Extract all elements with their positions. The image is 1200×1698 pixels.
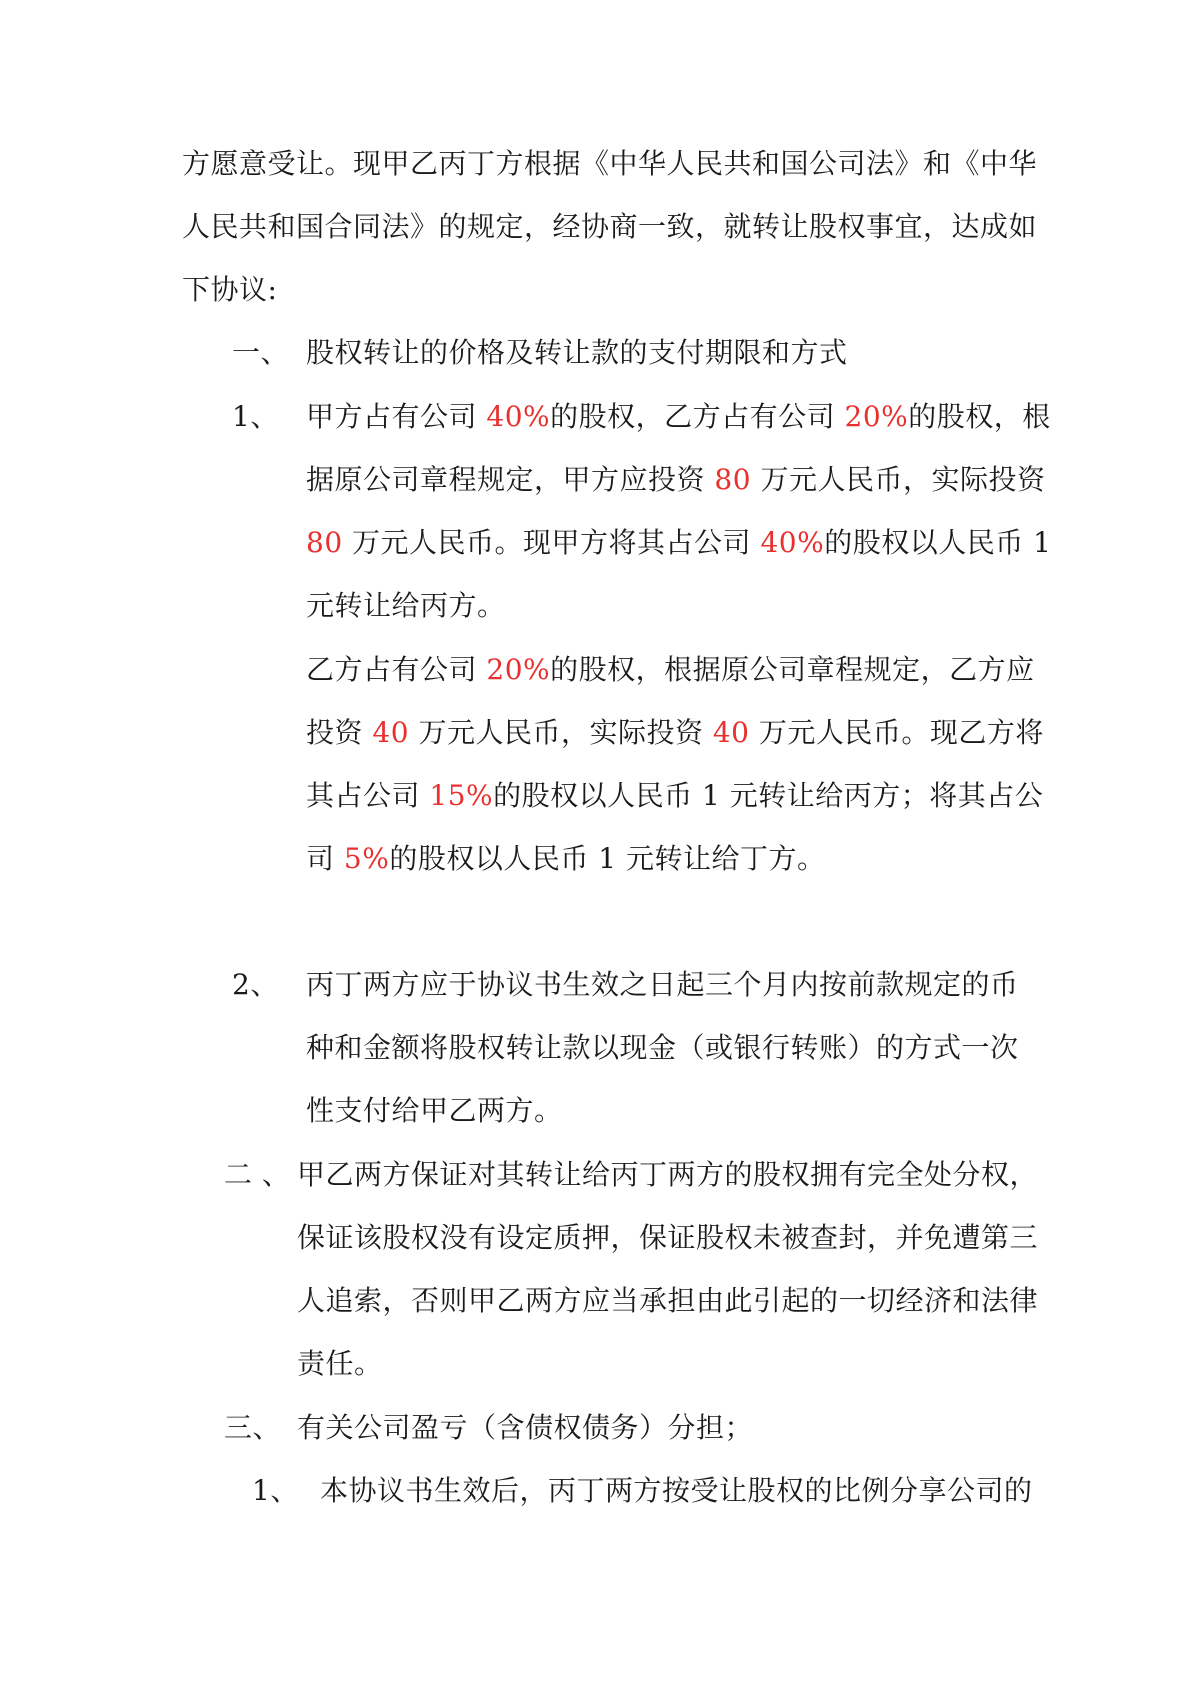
item-1-line-5 <box>306 653 1035 687</box>
text-segment: 万元人民币，实际投资 <box>751 463 1046 496</box>
intro-line-1: 方愿意受让。现甲乙丙丁方根据《中华人民共和国公司法》和《中华 <box>182 147 1038 180</box>
intro-line-2: 人民共和国合同法》的规定，经协商一致，就转让股权事宜，达成如 <box>182 210 1038 243</box>
item-3-number: 1、 <box>252 1474 299 1507</box>
item-2-line-2: 种和金额将股权转让款以现金（或银行转账）的方式一次 <box>306 1031 1019 1064</box>
item-2-line-3: 性支付给甲乙两方。 <box>306 1094 563 1127</box>
text-segment: 的股权以人民币 1 元转让给丙方；将其占公 <box>493 779 1044 812</box>
highlight-value: 40% <box>486 400 551 433</box>
section-2-line-2: 保证该股权没有设定质押，保证股权未被查封，并免遭第三 <box>297 1221 1039 1254</box>
highlight-value: 80 <box>714 463 752 496</box>
section-2-line-3: 人追索，否则甲乙两方应当承担由此引起的一切经济和法律 <box>297 1284 1039 1317</box>
highlight-value: 20% <box>844 400 909 433</box>
highlight-value: 40 <box>712 716 750 749</box>
item-1-line-3 <box>306 526 1051 560</box>
highlight-value: 5% <box>343 842 390 875</box>
text-segment: 的股权，根 <box>908 400 1051 433</box>
text-segment: 万元人民币。现甲方将其占公司 <box>342 526 761 559</box>
item-2-line-1: 丙丁两方应于协议书生效之日起三个月内按前款规定的币 <box>306 968 1019 1001</box>
text-segment: 的股权，乙方占有公司 <box>550 400 845 433</box>
text-segment: 乙方占有公司 <box>306 653 487 686</box>
section-2-line-4: 责任。 <box>297 1347 383 1380</box>
section-1-title: 股权转让的价格及转让款的支付期限和方式 <box>306 336 848 369</box>
section-2-number: 二 、 <box>224 1158 291 1191</box>
item-1-line-6 <box>306 716 1044 750</box>
item-3-line-1: 本协议书生效后，丙丁两方按受让股权的比例分享公司的 <box>320 1474 1033 1507</box>
item-1-line-4: 元转让给丙方。 <box>306 589 506 622</box>
item-1-line-1 <box>306 400 1051 434</box>
section-1-number: 一、 <box>232 336 290 369</box>
item-2-number: 2、 <box>232 968 279 1001</box>
highlight-value: 15% <box>429 779 494 812</box>
text-segment: 司 <box>306 842 344 875</box>
item-1-line-2 <box>306 463 1045 497</box>
highlight-value: 80 <box>306 526 343 559</box>
item-1-line-8 <box>306 842 825 876</box>
highlight-value: 40 <box>372 716 410 749</box>
text-segment: 其占公司 <box>306 779 430 812</box>
highlight-value: 40% <box>760 526 825 559</box>
highlight-value: 20% <box>486 653 551 686</box>
intro-line-3: 下协议: <box>182 273 278 306</box>
text-segment: 甲方占有公司 <box>306 400 487 433</box>
text-segment: 的股权以人民币 1 元转让给丁方。 <box>389 842 826 875</box>
section-3-title: 有关公司盈亏（含债权债务）分担； <box>297 1411 754 1444</box>
text-segment: 投资 <box>306 716 373 749</box>
text-segment: 据原公司章程规定，甲方应投资 <box>306 463 715 496</box>
item-1-number: 1、 <box>232 400 279 433</box>
text-segment: 的股权以人民币 1 <box>824 526 1052 559</box>
text-segment: 的股权，根据原公司章程规定，乙方应 <box>550 653 1035 686</box>
text-segment: 万元人民币，实际投资 <box>409 716 713 749</box>
section-2-line-1: 甲乙两方保证对其转让给丙丁两方的股权拥有完全处分权， <box>297 1158 1039 1191</box>
section-3-number: 三、 <box>224 1411 282 1444</box>
text-segment: 万元人民币。现乙方将 <box>749 716 1044 749</box>
item-1-line-7 <box>306 779 1043 813</box>
